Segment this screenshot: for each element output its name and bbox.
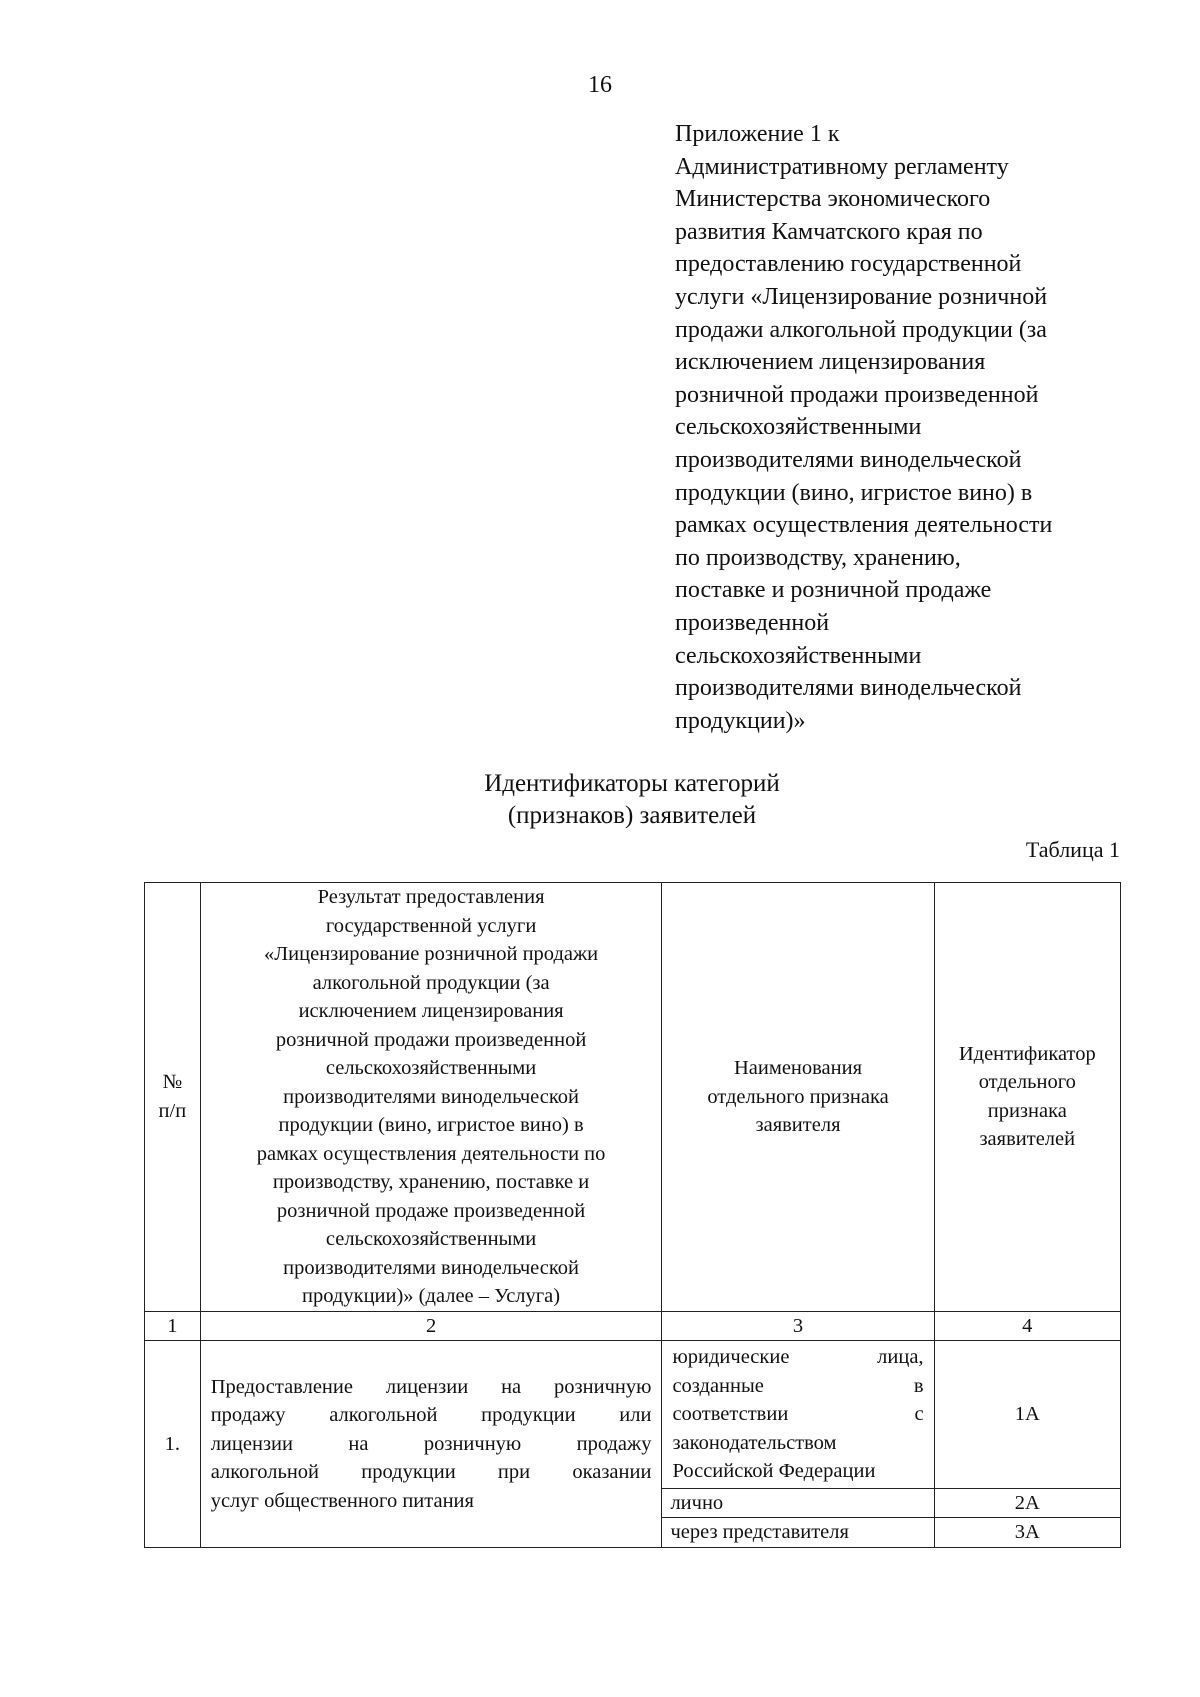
table-header-row	[145, 883, 1121, 1312]
header-text: производителями винодельческой	[283, 1085, 580, 1108]
sign-name-cell: лично	[662, 1488, 934, 1518]
page-number: 16	[588, 72, 612, 98]
row-number: 1.	[145, 1341, 201, 1548]
sign-identifier: 3А	[934, 1518, 1120, 1548]
header-text: продукции (вино, игристое вино) в	[278, 1114, 584, 1136]
title-line: Идентификаторы категорий	[484, 770, 780, 797]
header-text: отдельного признака	[707, 1085, 889, 1108]
sign-line: юридические лица,	[672, 1346, 924, 1368]
appendix-note	[675, 118, 1135, 737]
result-line: Предоставление лицензии на розничную	[210, 1375, 652, 1398]
header-text: исключением лицензирования	[298, 1000, 564, 1022]
identifiers-table	[144, 882, 1121, 1548]
sign-line: Российской Федерации	[672, 1460, 876, 1482]
appendix-line: розничной продажи произведенной	[675, 381, 1039, 408]
sign-line: законодательством	[672, 1431, 837, 1454]
appendix-line: Административному регламенту	[675, 153, 1009, 180]
sign-name-cell: через представителя	[662, 1518, 934, 1548]
appendix-line: сельскохозяйственными	[675, 642, 922, 669]
title-line: (признаков) заявителей	[507, 802, 757, 829]
header-text: сельскохозяйственными	[325, 1057, 537, 1079]
sign-name-cell	[662, 1341, 934, 1489]
appendix-line: рамках осуществления деятельности	[675, 512, 1053, 539]
header-text: Результат предоставления	[317, 886, 545, 908]
appendix-line: продажи алкогольной продукции (за	[675, 316, 1047, 343]
table-row	[145, 1341, 1121, 1489]
header-sign-name-cell	[662, 883, 934, 1312]
appendix-line: сельскохозяйственными	[675, 414, 922, 441]
sign-line: созданные в	[672, 1374, 924, 1397]
header-text: отдельного	[978, 1071, 1076, 1094]
header-result-cell	[200, 883, 662, 1312]
header-text: алкогольной продукции (за	[312, 971, 550, 994]
appendix-line: производителями винодельческой	[675, 446, 1022, 473]
appendix-line: предоставлению государственной	[675, 251, 1022, 278]
appendix-line: продукции)»	[675, 707, 806, 734]
appendix-line: по производству, хранению,	[675, 544, 961, 571]
header-text: производителями винодельческой	[283, 1256, 580, 1279]
appendix-line: поставке и розничной продаже	[675, 577, 992, 604]
result-line: алкогольной продукции при оказании	[210, 1461, 652, 1483]
column-numbers-row	[145, 1311, 1121, 1341]
sign-identifier: 2А	[934, 1488, 1120, 1518]
appendix-line: исключением лицензирования	[675, 349, 986, 376]
appendix-line: услуги «Лицензирование розничной	[675, 283, 1048, 310]
column-number: 2	[200, 1311, 662, 1341]
result-line: услуг общественного питания	[210, 1489, 474, 1512]
appendix-line: произведенной	[675, 609, 830, 636]
header-text: Наименования	[733, 1057, 863, 1079]
column-number: 3	[662, 1311, 934, 1341]
result-line: лицензии на розничную продажу	[210, 1432, 652, 1455]
header-identifier-cell	[934, 883, 1120, 1312]
service-result-cell	[200, 1341, 662, 1548]
header-text: №	[162, 1071, 183, 1094]
result-line: продажу алкогольной продукции или	[210, 1404, 652, 1426]
appendix-line: продукции (вино, игристое вино) в	[675, 479, 1033, 506]
sign-line: соответствии с	[672, 1403, 924, 1425]
header-text: государственной услуги	[325, 914, 537, 937]
header-text: Идентификатор	[958, 1042, 1096, 1065]
table-caption: Таблица 1	[1025, 837, 1120, 862]
header-number-cell	[145, 883, 201, 1312]
document-title	[0, 768, 1200, 832]
sign-identifier: 1А	[934, 1341, 1120, 1489]
header-text: признака	[987, 1099, 1067, 1122]
header-text: сельскохозяйственными	[325, 1228, 537, 1250]
appendix-line: Приложение 1 к	[675, 121, 840, 147]
header-text: розничной продажи произведенной	[275, 1028, 587, 1051]
header-text: заявителей	[979, 1128, 1076, 1151]
appendix-line: развития Камчатского края по	[675, 218, 983, 245]
header-text: п/п	[158, 1099, 187, 1122]
header-text: заявителя	[755, 1114, 841, 1136]
appendix-line: производителями винодельческой	[675, 675, 1022, 702]
header-text: продукции)» (далее – Услуга)	[302, 1285, 561, 1307]
appendix-line: Министерства экономического	[675, 186, 991, 213]
column-number: 1	[145, 1311, 201, 1341]
header-text: «Лицензирование розничной продажи	[264, 943, 599, 965]
header-text: производству, хранению, поставке и	[272, 1171, 590, 1193]
header-text: рамках осуществления деятельности по	[256, 1142, 606, 1165]
header-text: розничной продаже произведенной	[276, 1199, 586, 1222]
column-number: 4	[934, 1311, 1120, 1341]
